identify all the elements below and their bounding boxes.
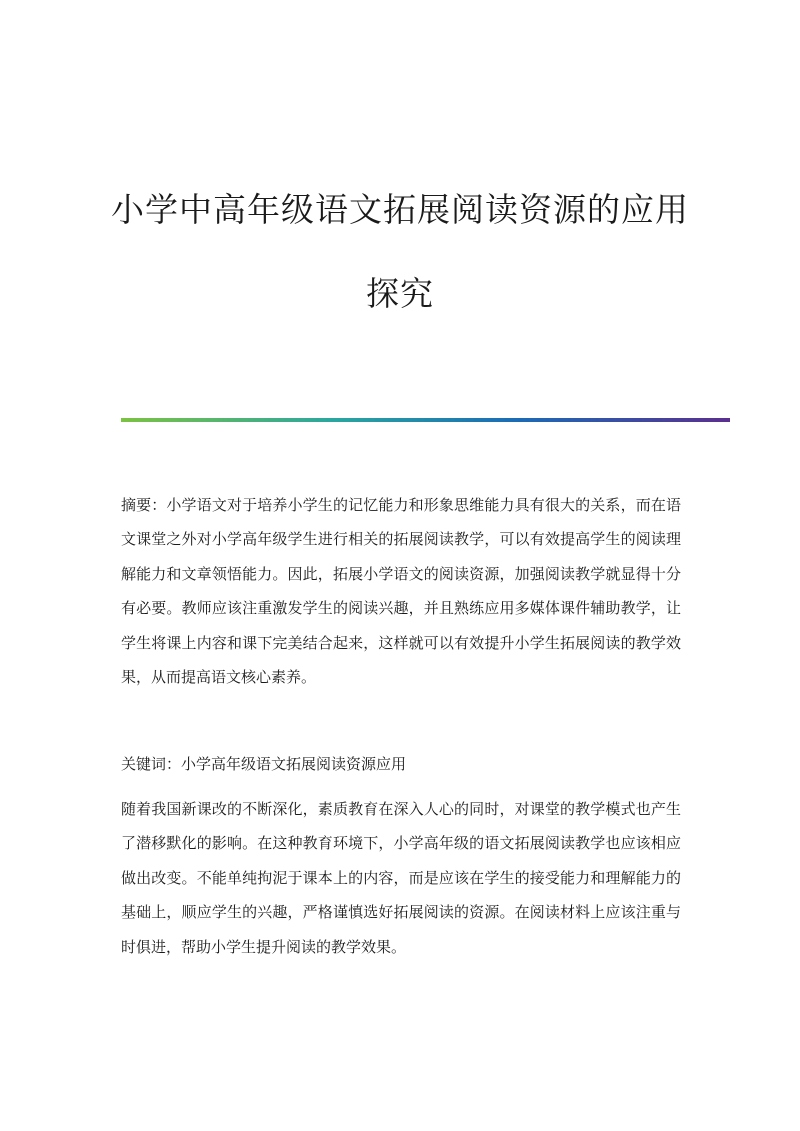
keywords-line: 关键词：小学高年级语文拓展阅读资源应用 <box>121 755 407 773</box>
abstract-paragraph: 摘要：小学语文对于培养小学生的记忆能力和形象思维能力具有很大的关系，而在语文课堂之外对小学高年级学生进行相关的拓展阅读教学，可以有效提高学生的阅读理解能力和文章领悟能力。因此，拓展小学语文的阅读资源，加强阅读教学就显得十分有必要。教师应该注重激发学生的阅读兴趣，并且熟练应用多媒体课件辅助教学，让学生将课上内容和课下完美结合起来，这样就可以有效提升小学生拓展阅读的教学效果，从而提高语文核心素养。 <box>121 496 681 687</box>
body-paragraph-1: 随着我国新课改的不断深化，素质教育在深入人心的同时，对课堂的教学模式也产生了潜移默化的影响。在这种教育环境下，小学高年级的语文拓展阅读教学也应该相应做出改变。不能单纯拘泥于课本上的内容，而是应该在学生的接受能力和理解能力的基础上，顺应学生的兴趣，严格谨慎选好拓展阅读的资源。在阅读材料上应该注重与时俱进，帮助小学生提升阅读的教学效果。 <box>121 800 681 956</box>
document-title-line-1: 小学中高年级语文拓展阅读资源的应用 <box>111 190 689 229</box>
document-title-line-2: 探究 <box>366 274 434 313</box>
title-divider <box>121 418 730 422</box>
